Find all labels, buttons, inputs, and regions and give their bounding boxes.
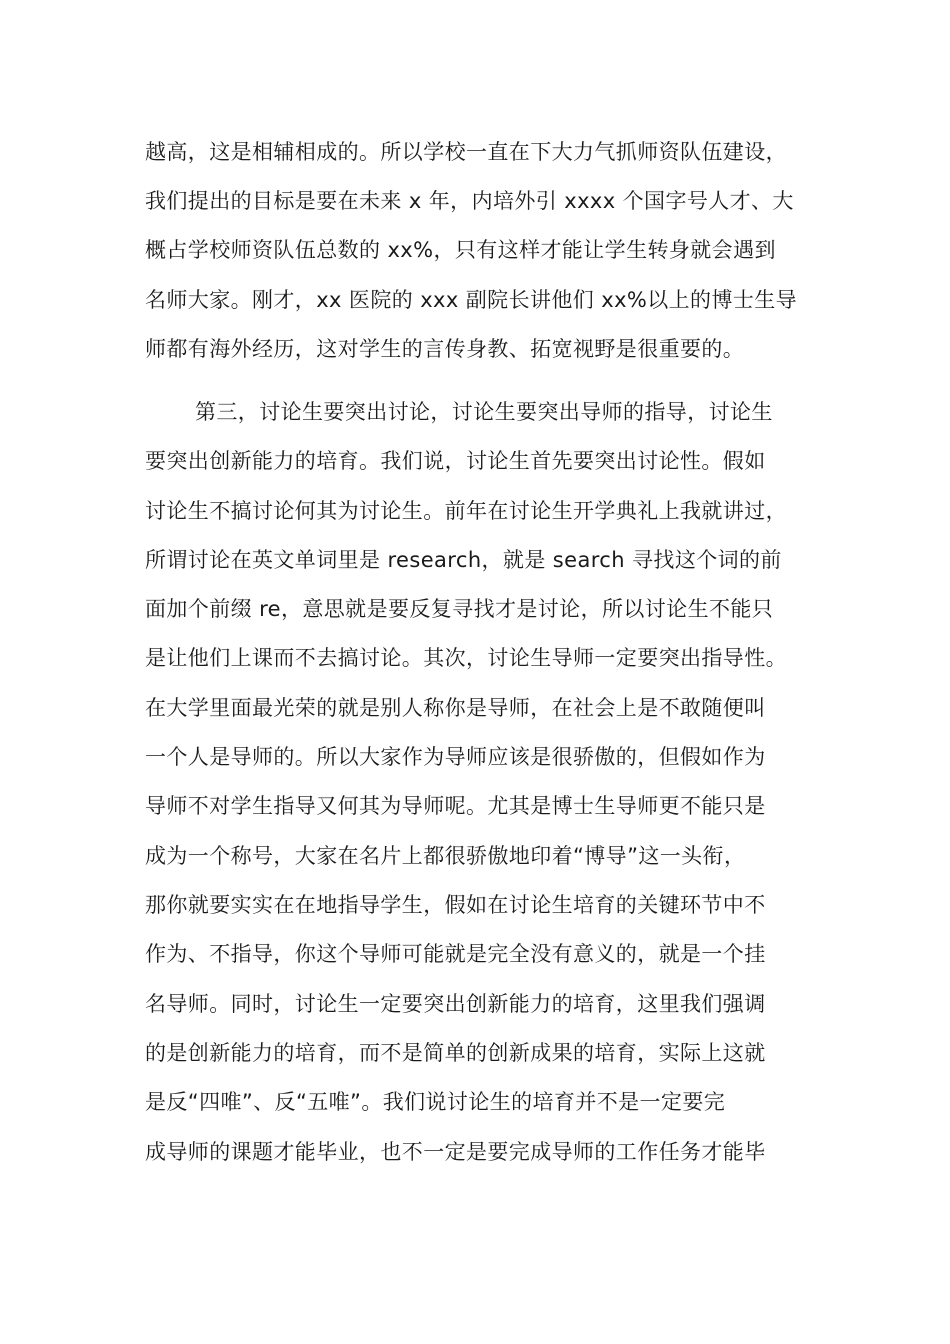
paragraph-2-line-2: 要突出创新能力的培育。我们说，讨论生首先要突出讨论性。假如	[145, 449, 766, 473]
paragraph-2-line-15: 是反“四唯”、反“五唯”。我们说讨论生的培育并不是一定要完	[145, 1090, 726, 1114]
paragraph-1-line-3: 概占学校师资队伍总数的 xx%，只有这样才能让学生转身就会遇到	[145, 238, 776, 262]
paragraph-2-line-1: 第三，讨论生要突出讨论，讨论生要突出导师的指导，讨论生	[195, 400, 773, 424]
paragraph-1-line-2: 我们提出的目标是要在未来 x 年，内培外引 xxxx 个国字号人才、大	[145, 189, 794, 213]
paragraph-2-line-9: 导师不对学生指导又何其为导师呢。尤其是博士生导师更不能只是	[145, 794, 766, 818]
paragraph-2-line-12: 作为、不指导，你这个导师可能就是完全没有意义的，就是一个挂	[145, 942, 766, 966]
paragraph-1-line-1: 越高，这是相辅相成的。所以学校一直在下大力气抓师资队伍建设，	[145, 140, 787, 164]
paragraph-1-line-4: 名师大家。刚才，xx 医院的 xxx 副院长讲他们 xx%以上的博士生导	[145, 288, 798, 312]
paragraph-2-line-16: 成导师的课题才能毕业，也不一定是要完成导师的工作任务才能毕	[145, 1140, 766, 1164]
paragraph-2-line-8: 一个人是导师的。所以大家作为导师应该是很骄傲的，但假如作为	[145, 745, 766, 769]
paragraph-2-line-4: 所谓讨论在英文单词里是 research，就是 search 寻找这个词的前	[145, 548, 782, 572]
paragraph-2-line-10: 成为一个称号，大家在名片上都很骄傲地印着“博导”这一头衔，	[145, 844, 746, 868]
paragraph-2-line-11: 那你就要实实在在地指导学生，假如在讨论生培育的关键环节中不	[145, 893, 766, 917]
paragraph-2-line-5: 面加个前缀 re，意思就是要反复寻找才是讨论，所以讨论生不能只	[145, 597, 774, 621]
paragraph-2-line-13: 名导师。同时，讨论生一定要突出创新能力的培育，这里我们强调	[145, 992, 766, 1016]
paragraph-1-line-5: 师都有海外经历，这对学生的言传身教、拓宽视野是很重要的。	[145, 337, 745, 361]
paragraph-2-line-14: 的是创新能力的培育，而不是简单的创新成果的培育，实际上这就	[145, 1041, 766, 1065]
paragraph-2-line-7: 在大学里面最光荣的就是别人称你是导师，在社会上是不敢随便叫	[145, 696, 766, 720]
paragraph-2-line-3: 讨论生不搞讨论何其为讨论生。前年在讨论生开学典礼上我就讲过，	[145, 499, 787, 523]
paragraph-2-line-6: 是让他们上课而不去搞讨论。其次，讨论生导师一定要突出指导性。	[145, 646, 787, 670]
